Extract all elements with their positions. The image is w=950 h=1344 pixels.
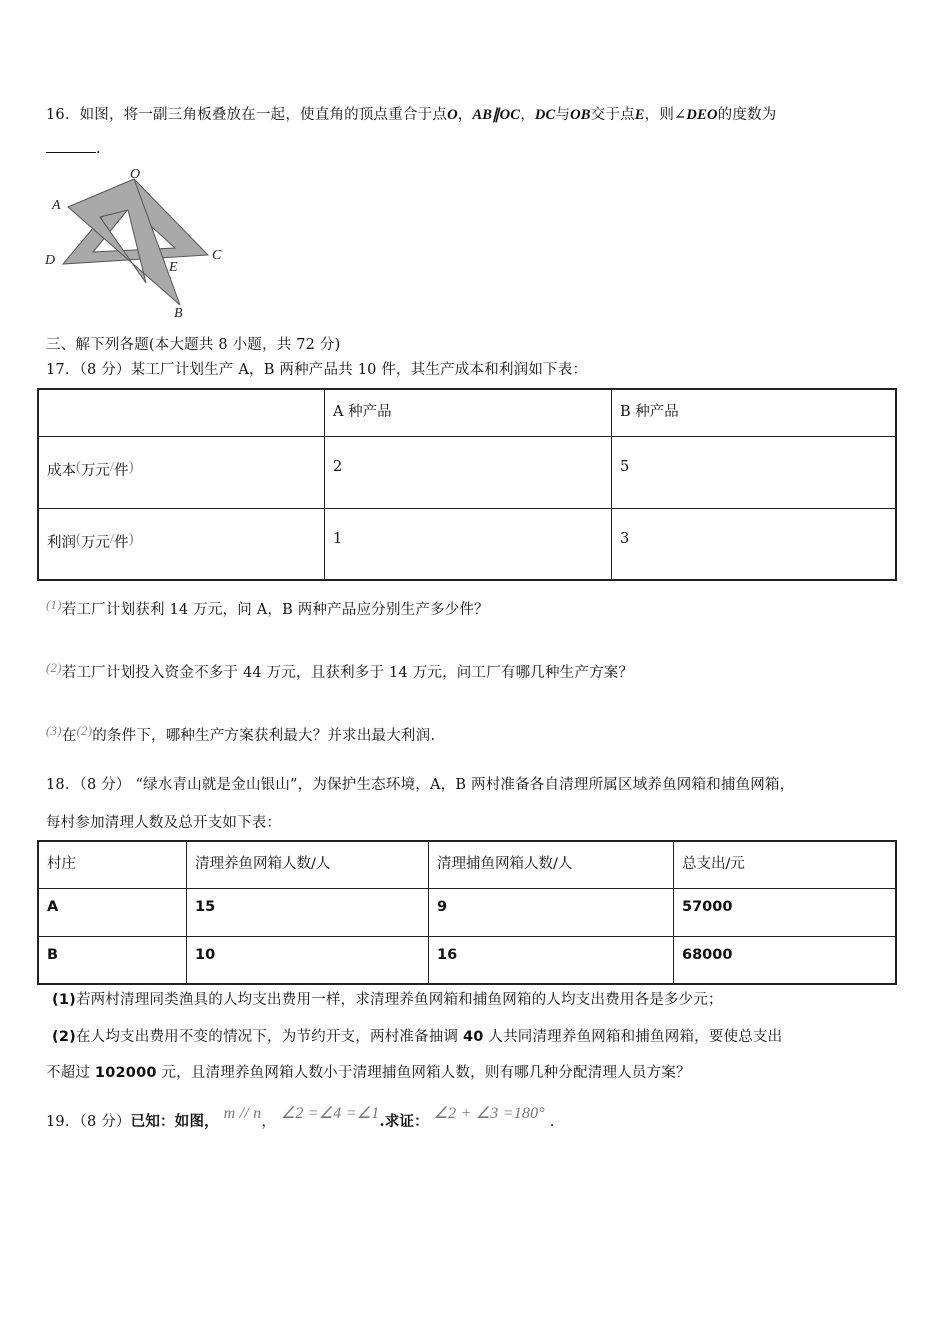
q17-cost-profit-table (37, 388, 897, 581)
table-header-cell: A 种产品 (325, 389, 612, 436)
table-header-cell: 总支出/元 (674, 841, 897, 888)
q18-part-2-cont: 不超过 102000 元，且清理养鱼网箱人数小于清理捕鱼网箱人数，则有哪几种分配清理人员方案？ (46, 1065, 691, 1081)
table-header-row (38, 389, 896, 436)
table-cell: A (38, 888, 187, 936)
q18-intro-line2: 每村参加清理人数及总开支如下表： (46, 815, 282, 831)
label-C: C (212, 248, 222, 263)
answer-blank[interactable] (46, 140, 96, 153)
table-cell: 9 (429, 888, 674, 936)
table-cell: 2 (325, 436, 612, 508)
q17-part-3: (3)在(2)的条件下，哪种生产方案获利最大？并求出最大利润. (46, 723, 436, 744)
q17-intro: 17．（8 分）某工厂计划生产 A，B 两种产品共 10 件，其生产成本和利润如下表： (46, 362, 588, 378)
table-header-cell: 清理养鱼网箱人数/人 (187, 841, 429, 888)
q18-part-1: (1)若两村清理同类渔具的人均支出费用一样，求清理养鱼网箱和捕鱼网箱的人均支出费用各是多少元； (52, 992, 723, 1008)
label-E: E (169, 260, 178, 275)
math-angle-sum: ∠2 + ∠3 =180° (433, 1105, 545, 1122)
table-cell: 68000 (674, 936, 897, 984)
row-label-cost: 成本(万元/件) (38, 436, 325, 508)
table-cell: 10 (187, 936, 429, 984)
table-cell: 5 (612, 436, 897, 508)
row-label-profit: 利润(万元/件) (38, 508, 325, 580)
label-O: O (130, 167, 141, 182)
table-cell: 1 (325, 508, 612, 580)
q18-intro-line1: 18．（8 分） “绿水青山就是金山银山”，为保护生态环境，A，B 两村准备各自清理所属区域养鱼网箱和捕鱼网箱， (46, 777, 795, 793)
label-A: A (52, 198, 61, 213)
math-angle-equal: ∠2 =∠4 =∠1 (280, 1105, 380, 1122)
label-B: B (174, 306, 183, 320)
section-heading: 三、解下列各题(本大题共 8 小题，共 72 分) (46, 337, 341, 353)
q16-stem: 16．如图，将一副三角板叠放在一起，使直角的顶点重合于点O，AB∥OC，DC与OB交于点E，则∠DEO的度数为 (46, 107, 777, 123)
set-squares-diagram-icon (38, 165, 238, 320)
q17-part-2: (2)若工厂计划投入资金不多于 44 万元，且获利多于 14 万元，问工厂有哪几种生产方案？ (46, 660, 634, 681)
table-header-cell: 清理捕鱼网箱人数/人 (429, 841, 674, 888)
table-row (38, 888, 896, 936)
table-row (38, 436, 896, 508)
label-D: D (45, 253, 56, 268)
table-header-row (38, 841, 896, 888)
math-m-parallel-n: m // n (223, 1105, 262, 1122)
table-cell: 3 (612, 508, 897, 580)
table-header-cell: 村庄 (38, 841, 187, 888)
q18-part-2: (2)在人均支出费用不变的情况下，为节约开支，两村准备抽调 40 人共同清理养鱼网箱和捕鱼网箱，要使总支出 (52, 1029, 783, 1045)
q18-village-table (37, 840, 897, 985)
q17-part-1: (1)若工厂计划获利 14 万元，问 A，B 两种产品应分别生产多少件？ (46, 597, 489, 618)
table-cell: B (38, 936, 187, 984)
table-row (38, 936, 896, 984)
table-cell: 15 (187, 888, 429, 936)
table-header-cell (38, 389, 325, 436)
table-cell: 16 (429, 936, 674, 984)
table-cell: 57000 (674, 888, 897, 936)
question-number: 16． (46, 107, 80, 123)
q19-stem: 19．（8 分）已知：如图， m // n， ∠2 =∠4 =∠1.求证： ∠2 + ∠3 =180° . (46, 1105, 555, 1130)
q16-answer-line: . (46, 140, 101, 157)
question-number: 19．（8 分） (46, 1114, 131, 1130)
triangle-figure (38, 165, 238, 320)
table-header-cell: B 种产品 (612, 389, 897, 436)
table-row (38, 508, 896, 580)
